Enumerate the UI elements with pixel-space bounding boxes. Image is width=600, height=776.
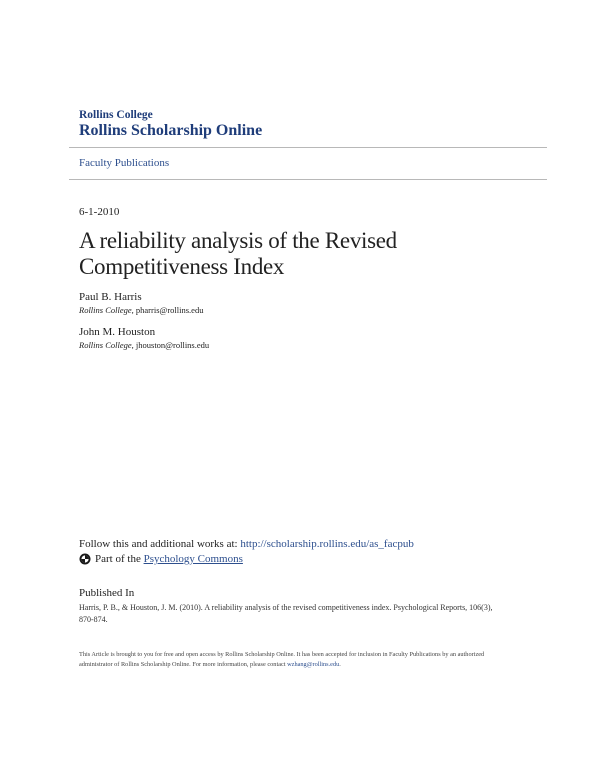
author-name: Paul B. Harris: [79, 291, 142, 303]
header-divider-top: [69, 147, 547, 148]
citation-text: Harris, P. B., & Houston, J. M. (2010). A reliability analysis of the revised competitiveness index. Psychological Reports, 106(3), 870-874.: [79, 603, 493, 624]
author-institution: Rollins College: [79, 305, 132, 315]
author-name: John M. Houston: [79, 326, 156, 338]
author-affiliation: Rollins College, pharris@rollins.edu: [79, 305, 204, 315]
author-institution: Rollins College: [79, 340, 132, 350]
article-title: A reliability analysis of the Revised Competitiveness Index: [79, 228, 397, 279]
commons-line: [79, 553, 243, 565]
psychology-commons-link[interactable]: Psychology Commons: [143, 553, 243, 565]
license-text: This Article is brought to you for free and open access by Rollins Scholarship Online. It has been accepted for inclusion in Faculty Publications by an authorized administrator of Rollins Scholarship Online. For more information, please contact: [79, 651, 485, 668]
network-commons-icon: [79, 553, 91, 565]
published-in-heading: Published In: [79, 587, 135, 599]
commons-prefix: Part of the: [95, 553, 144, 565]
header-divider-bottom: [69, 179, 547, 180]
author-email[interactable]: jhouston@rollins.edu: [135, 340, 210, 350]
publication-date: 6-1-2010: [79, 206, 120, 218]
follow-text: Follow this and additional works at:: [79, 538, 241, 550]
repository-name[interactable]: Rollins Scholarship Online: [79, 122, 263, 139]
license-statement: [79, 650, 519, 670]
collection-link[interactable]: Faculty Publications: [79, 157, 170, 169]
author-affiliation: Rollins College, jhouston@rollins.edu: [79, 340, 210, 350]
follow-line: [79, 538, 414, 550]
author-email[interactable]: pharris@rollins.edu: [135, 305, 204, 315]
contact-email-link[interactable]: wzhang@rollins.edu: [287, 661, 340, 668]
institution-name[interactable]: Rollins College: [79, 109, 153, 121]
collection-url-link[interactable]: http://scholarship.rollins.edu/as_facpub: [240, 538, 414, 550]
license-end: .: [339, 661, 341, 668]
